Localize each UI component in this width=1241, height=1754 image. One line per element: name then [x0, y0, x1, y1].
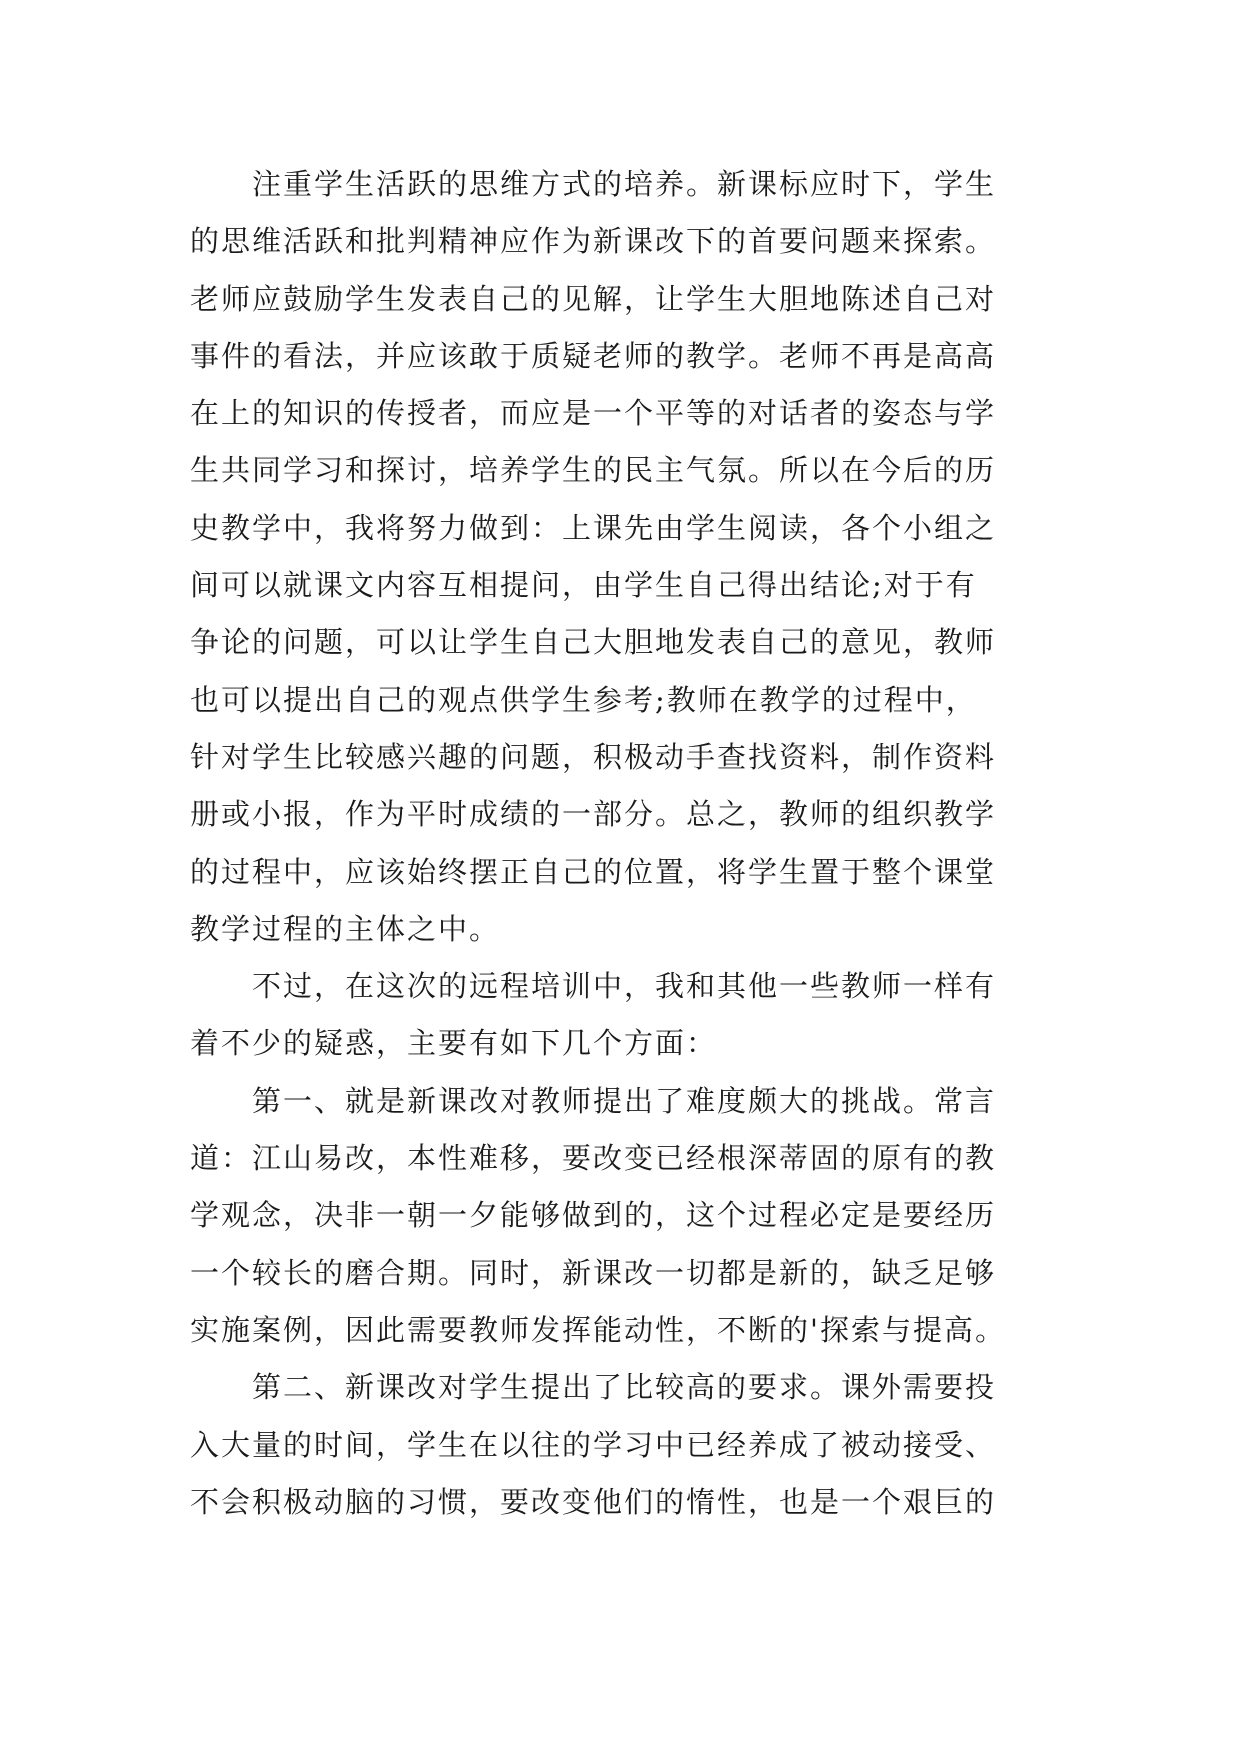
text-line: 针对学生比较感兴趣的问题，积极动手查找资料，制作资料 [190, 739, 997, 774]
body-text [190, 156, 1060, 1531]
text-line: 第一、就是新课改对教师提出了难度颇大的挑战。常言 [252, 1083, 997, 1118]
text-line: 一个较长的磨合期。同时，新课改一切都是新的，缺乏足够 [190, 1255, 997, 1290]
text-line: 册或小报，作为平时成绩的一部分。总之，教师的组织教学 [190, 797, 997, 832]
text-line: 生共同学习和探讨，培养学生的民主气氛。所以在今后的历 [190, 453, 997, 488]
text-line: 在上的知识的传授者，而应是一个平等的对话者的姿态与学 [190, 396, 997, 431]
text-line: 注重学生活跃的思维方式的培养。新课标应时下，学生 [252, 167, 997, 201]
text-line: 学观念，决非一朝一夕能够做到的，这个过程必定是要经历 [190, 1198, 997, 1233]
text-line: 间可以就课文内容互相提问，由学生自己得出结论;对于有 [190, 568, 977, 603]
text-line: 不过，在这次的远程培训中，我和其他一些教师一样有 [252, 969, 997, 1004]
text-line: 实施案例，因此需要教师发挥能动性，不断的'探索与提高。 [190, 1312, 1006, 1347]
text-line: 道：江山易改，本性难移，要改变已经根深蒂固的原有的教 [190, 1141, 997, 1176]
text-line: 史教学中，我将努力做到：上课先由学生阅读，各个小组之 [190, 510, 997, 545]
text-line: 入大量的时间，学生在以往的学习中已经养成了被动接受、 [190, 1427, 997, 1462]
text-line: 事件的看法，并应该敢于质疑老师的教学。老师不再是高高 [190, 338, 997, 373]
text-line: 教学过程的主体之中。 [190, 911, 501, 946]
text-line: 也可以提出自己的观点供学生参考;教师在教学的过程中， [190, 682, 977, 717]
text-line: 不会积极动脑的习惯，要改变他们的惰性，也是一个艰巨的 [190, 1484, 997, 1519]
text-line: 的思维活跃和批判精神应作为新课改下的首要问题来探索。 [190, 224, 997, 259]
text-line: 老师应鼓励学生发表自己的见解，让学生大胆地陈述自己对 [190, 281, 997, 316]
text-line: 争论的问题，可以让学生自己大胆地发表自己的意见，教师 [190, 625, 997, 660]
text-line: 第二、新课改对学生提出了比较高的要求。课外需要投 [252, 1370, 997, 1405]
text-line: 的过程中，应该始终摆正自己的位置，将学生置于整个课堂 [190, 854, 997, 889]
text-line: 着不少的疑惑，主要有如下几个方面： [190, 1026, 718, 1061]
